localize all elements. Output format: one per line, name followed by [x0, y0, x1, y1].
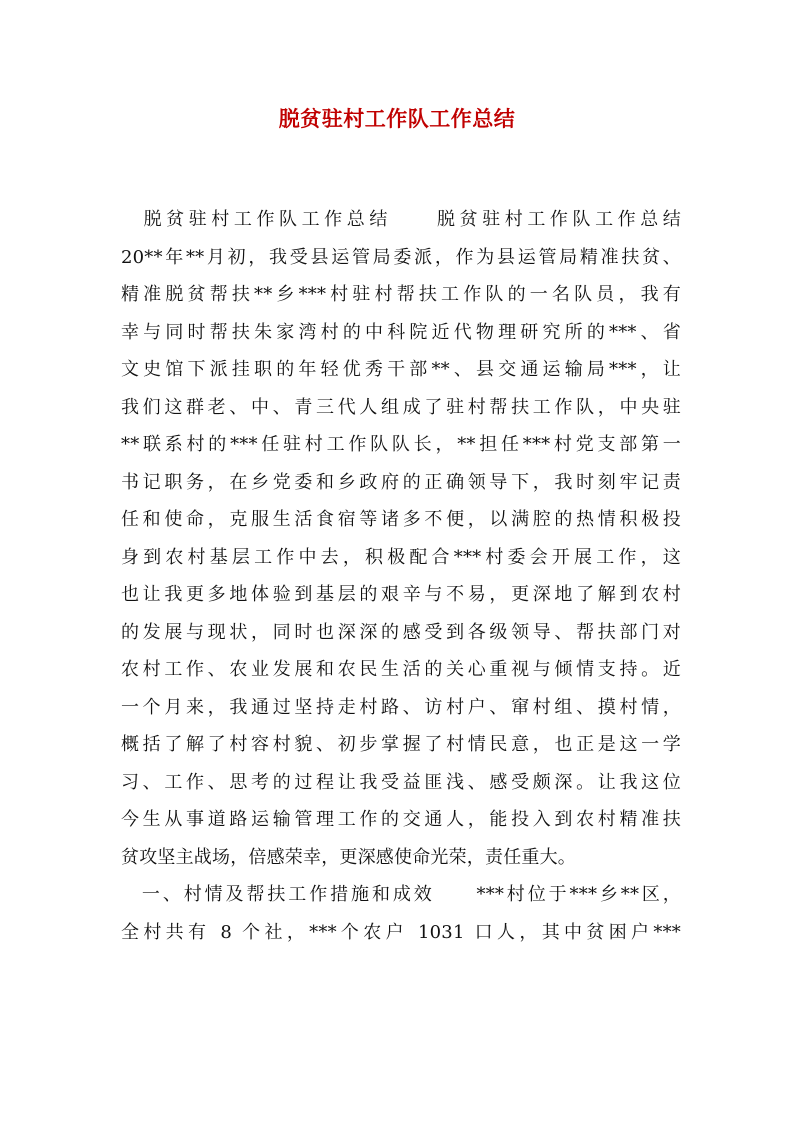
- body-line: 农村工作、农业发展和农民生活的关心重视与倾情支持。近: [121, 659, 681, 680]
- body-line: 习、工作、思考的过程让我受益匪浅、感受颇深。让我这位: [121, 771, 681, 793]
- body-line: 身到农村基层工作中去，积极配合***村委会开展工作，这: [121, 546, 681, 568]
- body-line: 20**年**月初，我受县运管局委派，作为县运管局精准扶贫、: [121, 246, 681, 268]
- body-line: 今生从事道路运输管理工作的交通人，能投入到农村精准扶: [121, 809, 681, 830]
- body-line: 文史馆下派挂职的年轻优秀干部**、县交通运输局***，让: [121, 359, 681, 380]
- body-line: 脱贫驻村工作队工作总结 脱贫驻村工作队工作总结: [121, 209, 681, 230]
- body-line: **联系村的***任驻村工作队队长，**担任***村党支部第一: [121, 434, 681, 455]
- body-line: 我们这群老、中、青三代人组成了驻村帮扶工作队，中央驻: [121, 396, 681, 418]
- document-body: [121, 201, 681, 951]
- body-line: 也让我更多地体验到基层的艰辛与不易，更深地了解到农村: [121, 584, 681, 605]
- body-line: 全村共有 8 个社，***个农户 1031 口人，其中贫困户***: [121, 921, 681, 943]
- body-line: 书记职务，在乡党委和乡政府的正确领导下，我时刻牢记责: [121, 471, 681, 493]
- body-line: 一个月来，我通过坚持走村路、访村户、窜村组、摸村情，: [121, 696, 681, 718]
- body-line: 精准脱贫帮扶**乡***村驻村帮扶工作队的一名队员，我有: [121, 284, 681, 305]
- body-line: 幸与同时帮扶朱家湾村的中科院近代物理研究所的***、省: [121, 321, 681, 343]
- body-line: 的发展与现状，同时也深深的感受到各级领导、帮扶部门对: [121, 621, 681, 643]
- body-line: 任和使命，克服生活食宿等诸多不便，以满腔的热情积极投: [121, 509, 681, 530]
- body-line: 概括了解了村容村貌、初步掌握了村情民意，也正是这一学: [121, 734, 681, 755]
- document-title: 脱贫驻村工作队工作总结: [278, 106, 516, 131]
- body-line: 贫攻坚主战场，倍感荣幸，更深感使命光荣，责任重大。: [121, 846, 576, 868]
- body-line: 一、村情及帮扶工作措施和成效 ***村位于***乡**区，: [121, 884, 681, 905]
